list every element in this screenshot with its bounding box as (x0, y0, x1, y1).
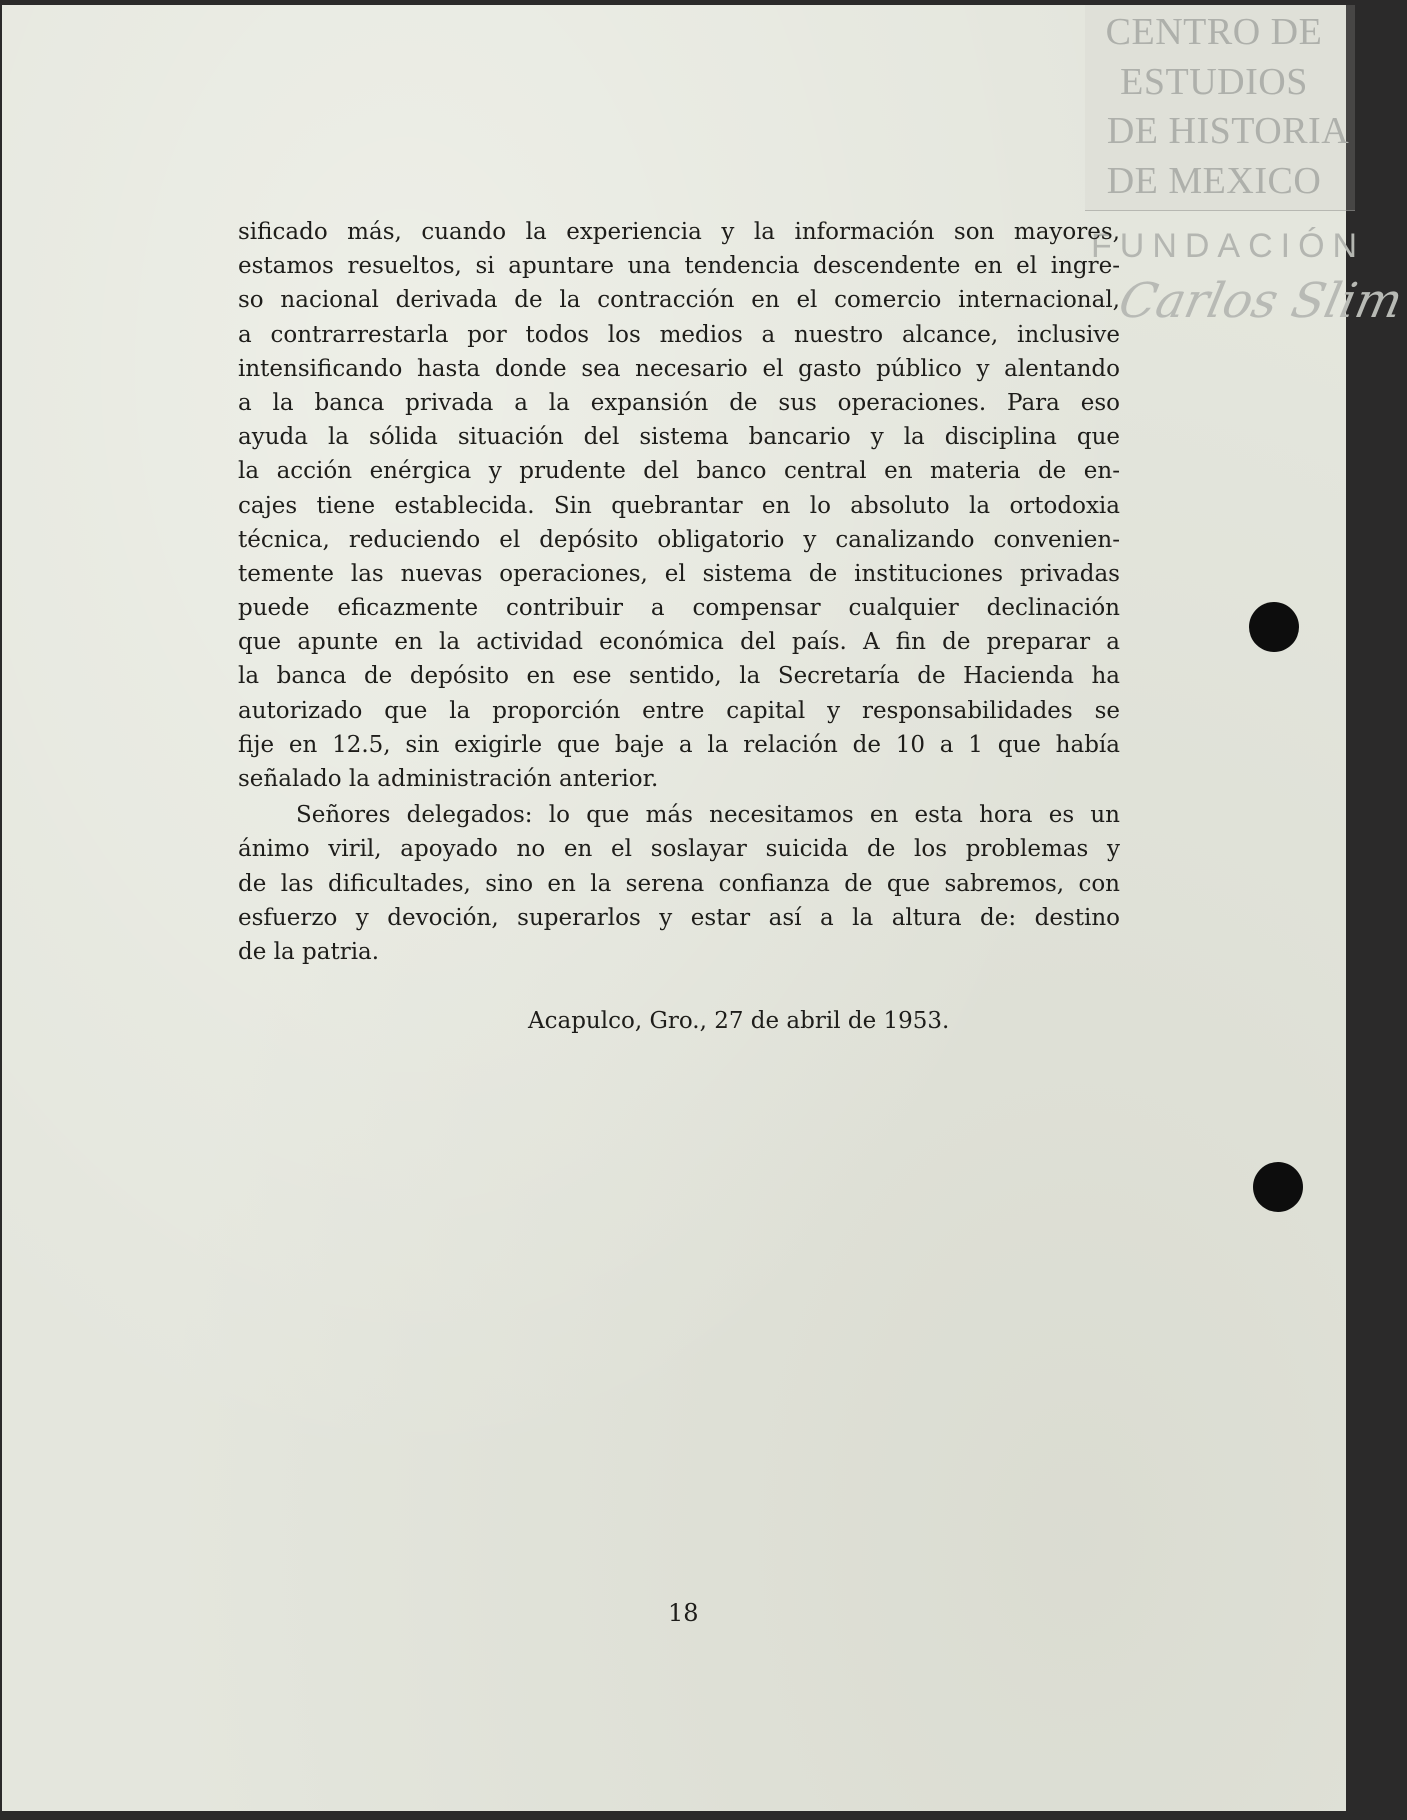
text-line: estamos resueltos, si apuntare una tendencia descendente en el ingre- (238, 253, 1120, 280)
stamp-line: DE MEXICO (1106, 160, 1322, 202)
text-line: fije en 12.5, sin exigirle que baje a la relación de 10 a 1 que había (238, 731, 1120, 758)
scanned-page (2, 5, 1407, 1811)
text-line: señalado la administración anterior. (238, 766, 659, 792)
text-line: so nacional derivada de la contracción en el comercio internacional, (238, 287, 1120, 314)
text-line: puede eficazmente contribuir a compensar cualquier declinación (238, 595, 1120, 622)
text-line: a contrarrestarla por todos los medios a nuestro alcance, inclusive (238, 321, 1120, 348)
punch-hole (1249, 602, 1299, 652)
stamp-line: CENTRO DE (1105, 11, 1323, 53)
punch-hole (1253, 1162, 1303, 1212)
text-line: sificado más, cuando la experiencia y la información son mayores, (238, 219, 1120, 245)
text-line: autorizado que la proporción entre capital y responsabilidades se (238, 697, 1120, 724)
text-line: temente las nuevas operaciones, el sistema de instituciones privadas (238, 560, 1120, 587)
stamp-line: DE HISTORIA (1106, 110, 1350, 152)
text-line: ánimo viril, apoyado no en el soslayar suicida de los problemas y (238, 836, 1120, 863)
text-line: técnica, reduciendo el depósito obligatorio y canalizando convenien- (238, 526, 1120, 553)
stamp-line: ESTUDIOS (1120, 61, 1308, 103)
paragraph (238, 215, 1120, 796)
archive-watermark-stamp (1085, 5, 1407, 335)
text-line: la banca de depósito en ese sentido, la Secretaría de Hacienda ha (238, 663, 1120, 690)
page-number: 18 (668, 1599, 699, 1627)
document-body (238, 215, 1120, 969)
text-line: ayuda la sólida situación del sistema bancario y la disciplina que (238, 424, 1120, 451)
paragraph (238, 798, 1120, 969)
text-line: intensificando hasta donde sea necesario el gasto público y alentando (238, 355, 1120, 382)
text-line: esfuerzo y devoción, superarlos y estar así a la altura de: destino (238, 904, 1120, 931)
text-line: cajes tiene establecida. Sin quebrantar en lo absoluto la ortodoxia (238, 492, 1120, 519)
place-and-date: Acapulco, Gro., 27 de abril de 1953. (528, 1008, 950, 1034)
text-line: a la banca privada a la expansión de sus operaciones. Para eso (238, 389, 1120, 416)
text-line: que apunte en la actividad económica del país. A fin de preparar a (238, 629, 1120, 656)
stamp-foundation-label: FUNDACIÓN (1091, 227, 1366, 265)
stamp-signature: Carlos Slim (1114, 273, 1407, 329)
text-line: de las dificultades, sino en la serena confianza de que sabremos, con (238, 870, 1120, 897)
text-line: la acción enérgica y prudente del banco central en materia de en- (238, 458, 1120, 485)
text-line: de la patria. (238, 938, 380, 965)
text-line: Señores delegados: lo que más necesitamos en esta hora es un (296, 802, 1120, 829)
